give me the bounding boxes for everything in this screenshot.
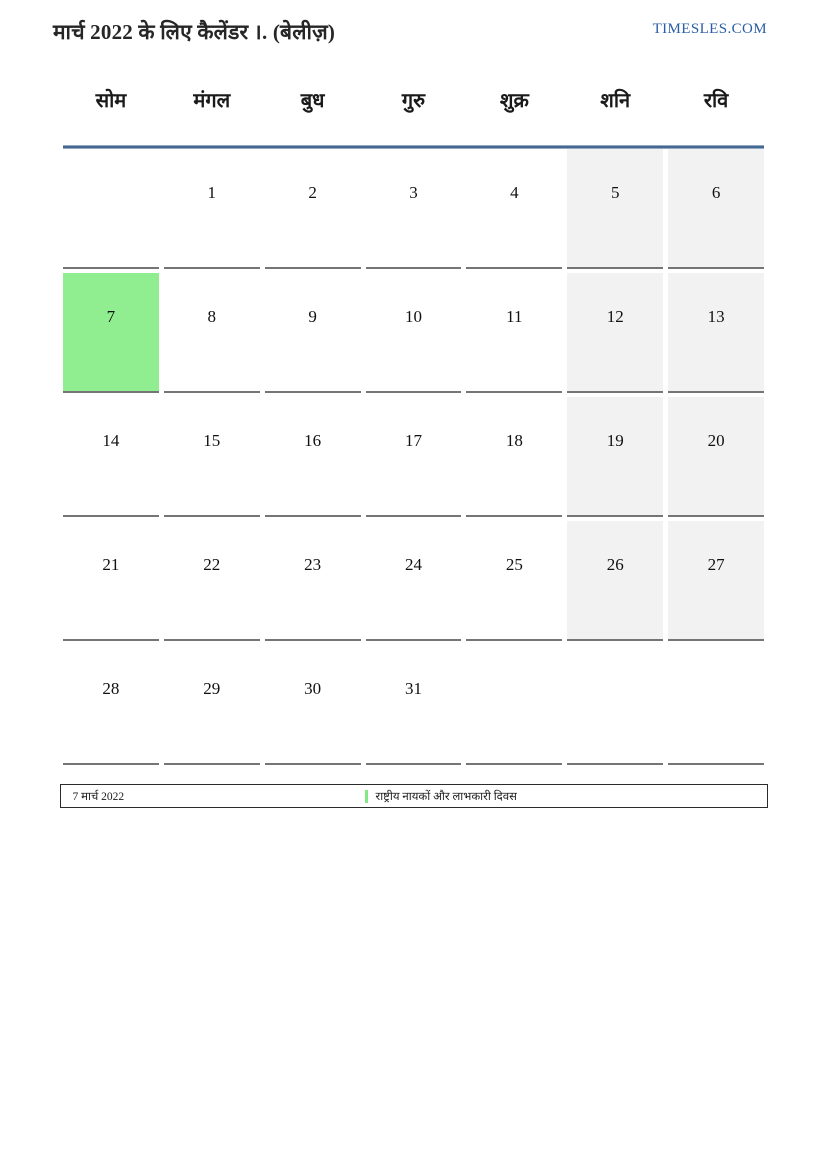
day-cell-16: 16	[265, 397, 361, 517]
day-cell-25: 25	[466, 521, 562, 641]
legend-event-label: राष्ट्रीय नायकों और लाभकारी दिवस	[375, 790, 517, 803]
day-cell-24: 24	[366, 521, 462, 641]
day-cell-28: 28	[63, 645, 159, 765]
day-cell-13: 13	[668, 273, 764, 393]
day-cell-4: 4	[466, 149, 562, 269]
weekday-thu: गुरु	[401, 90, 426, 112]
legend-event	[365, 789, 516, 804]
day-cell-3: 3	[366, 149, 462, 269]
day-cell-8: 8	[164, 273, 260, 393]
day-cell-12: 12	[567, 273, 663, 393]
day-cell-29: 29	[164, 645, 260, 765]
event-marker-icon	[365, 790, 368, 803]
day-cell-17: 17	[366, 397, 462, 517]
day-cell-10: 10	[366, 273, 462, 393]
weekday-fri: शुक्र	[499, 90, 529, 112]
day-cell-empty	[668, 645, 764, 765]
day-cell-22: 22	[164, 521, 260, 641]
day-cell-1: 1	[164, 149, 260, 269]
weekday-wed: बुध	[300, 90, 325, 112]
day-cell-7: 7	[63, 273, 159, 393]
page-header	[0, 0, 827, 46]
day-cell-19: 19	[567, 397, 663, 517]
day-cell-27: 27	[668, 521, 764, 641]
calendar-table	[63, 86, 764, 765]
day-cell-empty	[567, 645, 663, 765]
legend-box	[60, 784, 768, 808]
day-cell-21: 21	[63, 521, 159, 641]
day-cell-15: 15	[164, 397, 260, 517]
day-cell-30: 30	[265, 645, 361, 765]
day-cell-31: 31	[366, 645, 462, 765]
weekday-sat: शनि	[600, 90, 631, 112]
day-grid	[63, 149, 764, 765]
legend-date: 7 मार्च 2022	[72, 790, 125, 803]
day-cell-9: 9	[265, 273, 361, 393]
weekday-mon: सोम	[95, 90, 127, 112]
day-cell-2: 2	[265, 149, 361, 269]
day-cell-5: 5	[567, 149, 663, 269]
weekday-tue: मंगल	[193, 90, 231, 112]
day-cell-11: 11	[466, 273, 562, 393]
day-cell-empty	[63, 149, 159, 269]
day-cell-6: 6	[668, 149, 764, 269]
weekday-sun: रवि	[703, 90, 729, 112]
weekday-header-row	[63, 86, 764, 124]
day-cell-26: 26	[567, 521, 663, 641]
day-cell-20: 20	[668, 397, 764, 517]
day-cell-14: 14	[63, 397, 159, 517]
day-cell-empty	[466, 645, 562, 765]
day-cell-18: 18	[466, 397, 562, 517]
day-cell-23: 23	[265, 521, 361, 641]
page-title: मार्च 2022 के लिए कैलेंडर ।. (बेलीज़)	[53, 20, 336, 44]
site-logo-link[interactable]: TIMESLES.COM	[652, 21, 767, 37]
